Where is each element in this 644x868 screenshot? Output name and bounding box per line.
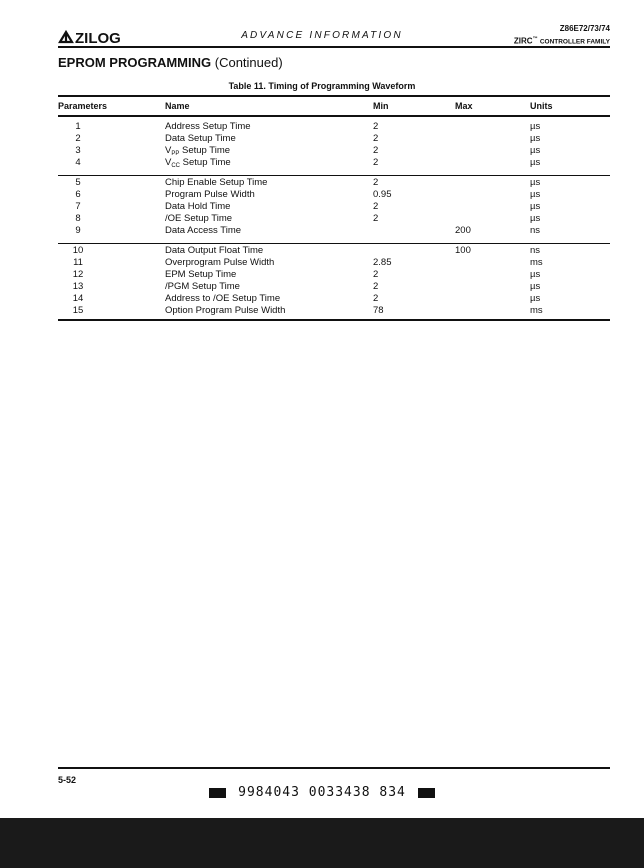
- param-name: Option Program Pulse Width: [165, 305, 286, 316]
- group-divider-2: [58, 243, 610, 244]
- param-units: µs: [530, 121, 541, 132]
- param-min: 2: [373, 293, 379, 304]
- param-number: 2: [75, 133, 81, 144]
- param-name: /PGM Setup Time: [165, 281, 240, 292]
- param-max: 200: [455, 225, 471, 236]
- table-bottom-rule: [58, 319, 610, 321]
- param-name: EPM Setup Time: [165, 269, 237, 280]
- param-number: 14: [72, 293, 84, 304]
- param-number: 13: [72, 281, 84, 292]
- table-top-rule: [58, 95, 610, 97]
- page-number: 5-52: [58, 775, 77, 785]
- param-units: ms: [530, 257, 543, 268]
- param-name: Data Output Float Time: [165, 245, 264, 256]
- param-name: [165, 157, 231, 172]
- param-min: 2: [373, 201, 379, 212]
- part-number: Z86E72/73/74: [559, 24, 610, 33]
- param-name: Data Access Time: [165, 225, 242, 236]
- param-min: 2.85: [373, 257, 392, 268]
- param-min: 2: [373, 281, 379, 292]
- param-number: 1: [75, 121, 81, 132]
- param-name: Data Hold Time: [165, 201, 231, 212]
- param-number: 15: [72, 305, 84, 316]
- barcode-right-block: [418, 788, 435, 798]
- param-number: 6: [75, 189, 81, 200]
- param-number: 9: [75, 225, 81, 236]
- family-tm: ™: [532, 36, 538, 42]
- param-number: 8: [75, 213, 81, 224]
- barcode-number: 9984043 0033438 834: [238, 785, 406, 801]
- param-name-suffix: Setup Time: [179, 145, 231, 156]
- param-units: µs: [530, 133, 541, 144]
- param-min: 2: [373, 177, 379, 188]
- header-rule-bottom: [58, 115, 610, 117]
- section-continued: (Continued): [214, 55, 283, 70]
- col-header-units: Units: [530, 101, 553, 111]
- section-title: EPROM PROGRAMMING: [58, 55, 212, 70]
- svg-text:ZILOG: ZILOG: [75, 30, 121, 46]
- param-number: 4: [75, 157, 81, 168]
- param-number: 11: [73, 257, 83, 268]
- param-units: ms: [530, 305, 543, 316]
- param-name: Overprogram Pulse Width: [165, 257, 275, 268]
- param-number: 3: [75, 145, 81, 156]
- param-units: µs: [530, 177, 541, 188]
- param-name: Address Setup Time: [165, 121, 251, 132]
- param-units: µs: [530, 269, 541, 280]
- col-header-parameters: Parameters: [58, 101, 108, 111]
- param-number: 7: [75, 201, 81, 212]
- group-divider-1: [58, 175, 610, 176]
- param-units: µs: [530, 189, 541, 200]
- header-rule: [58, 46, 610, 48]
- param-min: 2: [373, 213, 379, 224]
- param-name: /OE Setup Time: [165, 213, 233, 224]
- table-caption: Table 11. Timing of Programming Waveform: [228, 81, 416, 91]
- advance-information-banner: ADVANCE INFORMATION: [241, 30, 403, 41]
- param-units: µs: [530, 145, 541, 156]
- param-number: 10: [72, 245, 84, 256]
- barcode-left-block: [209, 788, 226, 798]
- param-name-suffix: Setup Time: [180, 157, 231, 168]
- param-name: Chip Enable Setup Time: [165, 177, 268, 188]
- param-units: µs: [530, 201, 541, 212]
- family-prefix: ZIRC: [513, 36, 533, 46]
- param-name-subscript: CC: [171, 163, 181, 169]
- param-units: ns: [530, 245, 541, 256]
- param-units: µs: [530, 157, 541, 168]
- barcode-strip: [0, 784, 644, 802]
- col-header-min: Min: [373, 101, 389, 111]
- param-name-prefix: V: [165, 157, 172, 168]
- param-min: 0.95: [373, 189, 392, 200]
- param-number: 5: [75, 177, 81, 188]
- param-units: µs: [530, 293, 541, 304]
- param-min: 2: [373, 269, 379, 280]
- param-min: 2: [373, 133, 379, 144]
- col-header-max: Max: [455, 101, 473, 111]
- param-max: 100: [455, 245, 471, 256]
- param-min: 2: [373, 157, 379, 168]
- col-header-name: Name: [165, 101, 190, 111]
- part-number-block: [514, 24, 610, 48]
- param-name: Data Setup Time: [165, 133, 236, 144]
- param-min: 78: [373, 305, 384, 316]
- param-name: Address to /OE Setup Time: [165, 293, 281, 304]
- param-min: 2: [373, 145, 379, 156]
- scan-bottom-band: [0, 818, 644, 868]
- param-name: Program Pulse Width: [165, 189, 255, 200]
- param-units: µs: [530, 281, 541, 292]
- param-name-subscript: PP: [171, 151, 180, 157]
- section-heading: [58, 55, 283, 70]
- footer-rule: [58, 767, 610, 769]
- param-number: 12: [72, 269, 84, 280]
- param-name-prefix: V: [165, 145, 172, 156]
- family-suffix: CONTROLLER FAMILY: [539, 38, 610, 46]
- param-units: ns: [530, 225, 541, 236]
- param-min: 2: [373, 121, 379, 132]
- param-units: µs: [530, 213, 541, 224]
